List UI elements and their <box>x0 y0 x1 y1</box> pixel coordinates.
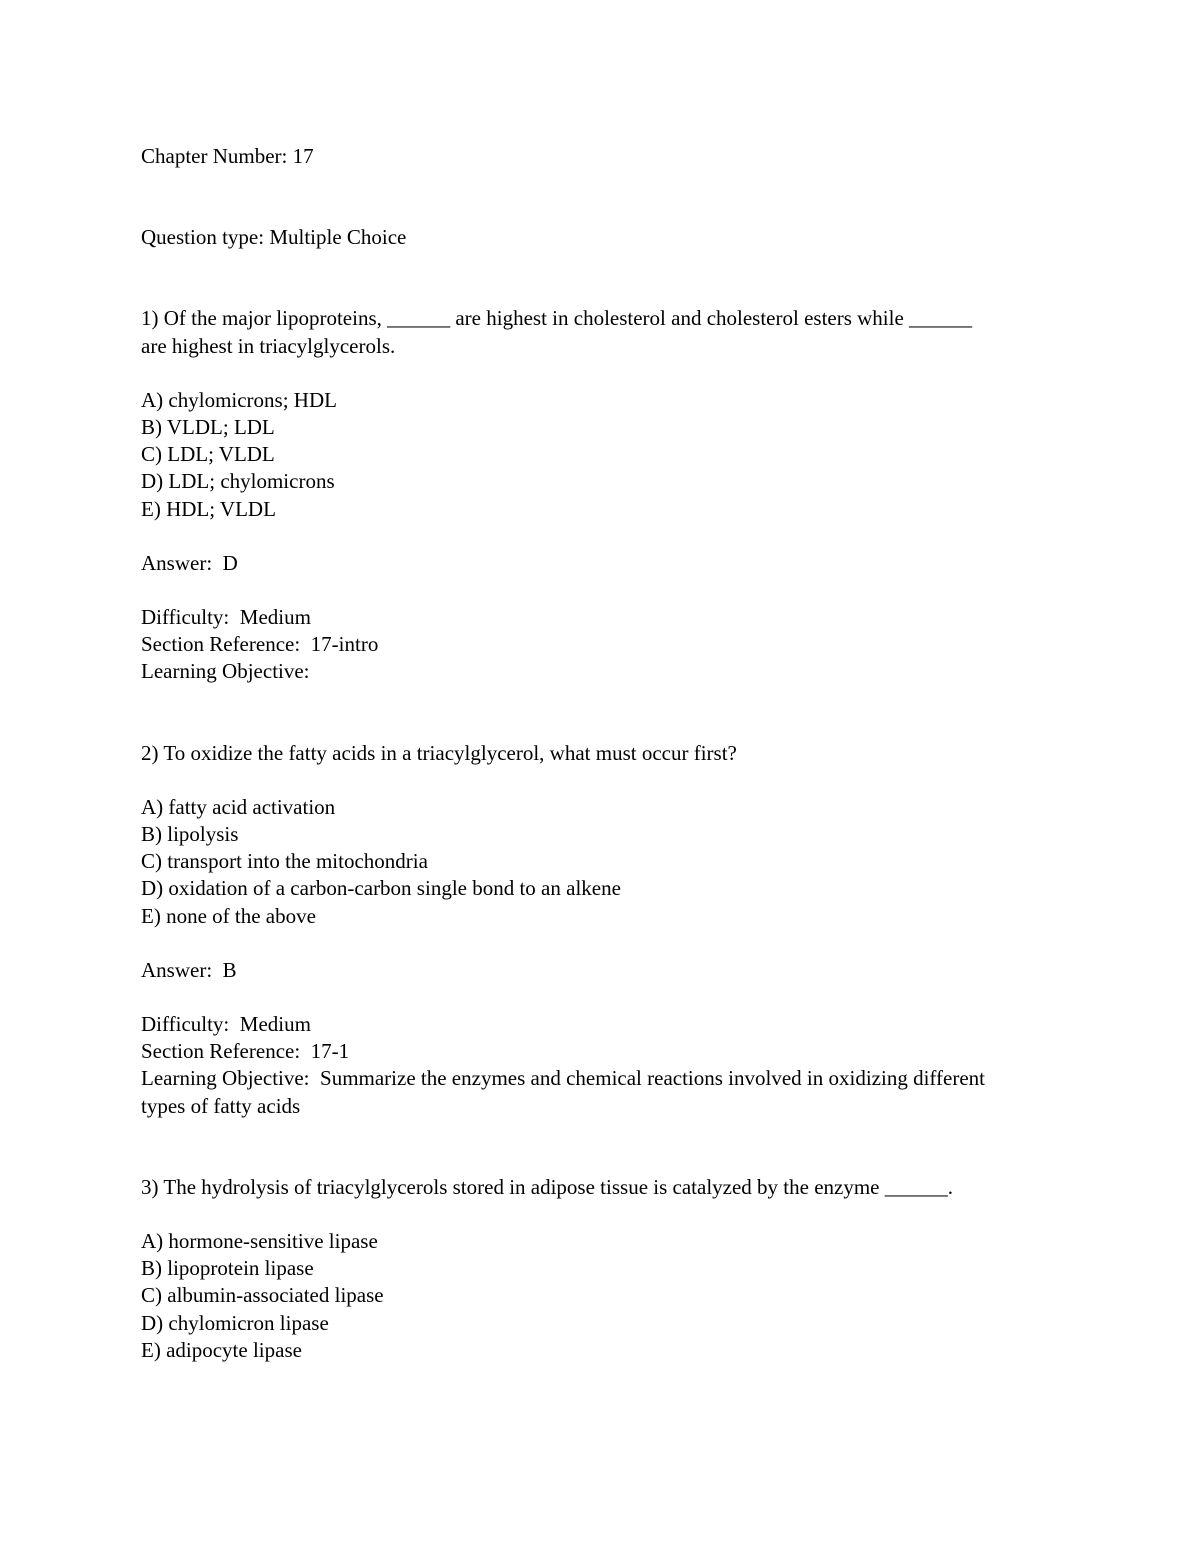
choice-c: C) transport into the mitochondria <box>141 849 428 874</box>
choice-e: E) none of the above <box>141 903 316 928</box>
chapter-number: Chapter Number: 17 <box>141 144 314 168</box>
choice-b: B) lipolysis <box>141 822 239 847</box>
question-1-answer: Answer: D <box>141 550 238 575</box>
question-3-choices <box>141 1228 1101 1364</box>
question-1-learning-objective: Learning Objective: <box>141 659 310 684</box>
choice-c: C) LDL; VLDL <box>141 442 275 467</box>
choice-d: D) chylomicron lipase <box>141 1310 329 1335</box>
question-type: Question type: Multiple Choice <box>141 225 407 250</box>
question-2-learning-objective-line-2: types of fatty acids <box>141 1093 301 1118</box>
choice-d: D) LDL; chylomicrons <box>141 469 335 494</box>
question-3-prompt: 3) The hydrolysis of triacylglycerols stored in adipose tissue is catalyzed by the enzyme ______. <box>141 1174 953 1199</box>
question-1 <box>141 305 1101 685</box>
question-1-prompt-line-1: 1) Of the major lipoproteins, ______ are highest in cholesterol and cholesterol esters while ______ <box>141 306 973 331</box>
question-1-difficulty: Difficulty: Medium <box>141 605 311 630</box>
choice-e: E) adipocyte lipase <box>141 1337 302 1362</box>
document-page <box>141 143 1101 1364</box>
question-2-prompt: 2) To oxidize the fatty acids in a triacylglycerol, what must occur first? <box>141 740 737 765</box>
question-2-learning-objective-line-1: Learning Objective: Summarize the enzymes and chemical reactions involved in oxidizing different <box>141 1066 985 1091</box>
question-2-answer: Answer: B <box>141 957 237 982</box>
question-2 <box>141 740 1101 1120</box>
question-2-choices <box>141 794 1101 930</box>
choice-e: E) HDL; VLDL <box>141 496 276 521</box>
choice-d: D) oxidation of a carbon-carbon single bond to an alkene <box>141 876 621 901</box>
choice-a: A) fatty acid activation <box>141 794 336 819</box>
question-2-difficulty: Difficulty: Medium <box>141 1012 311 1037</box>
choice-c: C) albumin-associated lipase <box>141 1283 384 1308</box>
question-1-prompt-line-2: are highest in triacylglycerols. <box>141 333 396 358</box>
choice-b: B) lipoprotein lipase <box>141 1256 314 1281</box>
question-2-section-reference: Section Reference: 17-1 <box>141 1039 350 1064</box>
choice-a: A) hormone-sensitive lipase <box>141 1229 378 1254</box>
question-3 <box>141 1174 1101 1364</box>
choice-b: B) VLDL; LDL <box>141 415 275 440</box>
question-1-choices <box>141 387 1101 523</box>
choice-a: A) chylomicrons; HDL <box>141 387 337 412</box>
question-1-section-reference: Section Reference: 17-intro <box>141 632 379 657</box>
